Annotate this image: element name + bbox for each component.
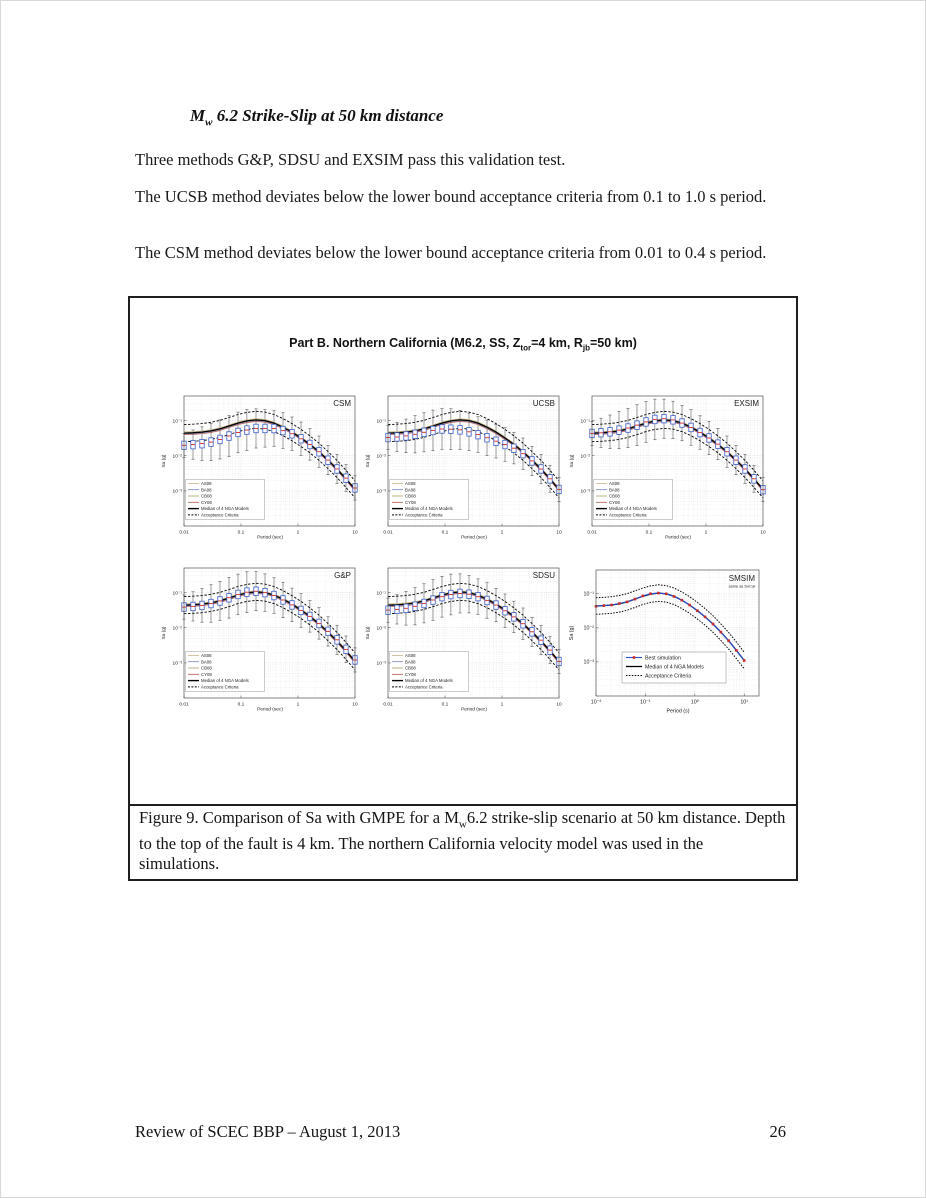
svg-text:BA08: BA08	[201, 487, 212, 493]
svg-text:AS08: AS08	[405, 481, 416, 486]
svg-text:Sa (g): Sa (g)	[366, 626, 371, 640]
svg-text:Acceptance Criteria: Acceptance Criteria	[201, 684, 239, 690]
svg-text:10⁻²: 10⁻²	[583, 625, 594, 632]
svg-text:Period (s): Period (s)	[666, 708, 690, 715]
svg-text:0.1: 0.1	[645, 530, 653, 536]
svg-text:10: 10	[556, 702, 562, 708]
svg-text:CY08: CY08	[405, 671, 416, 677]
svg-text:BA08: BA08	[405, 487, 416, 493]
svg-text:AS08: AS08	[609, 481, 620, 486]
svg-text:CB08: CB08	[405, 665, 416, 671]
svg-text:Median of 4 NGA Models: Median of 4 NGA Models	[201, 506, 249, 512]
svg-text:Acceptance Criteria: Acceptance Criteria	[405, 684, 443, 690]
svg-text:0.1: 0.1	[441, 702, 449, 708]
panel-svg	[362, 384, 566, 556]
chart-panel-csm	[158, 384, 362, 556]
svg-text:BA08: BA08	[201, 659, 212, 665]
svg-text:0.01: 0.01	[383, 702, 393, 708]
svg-text:10: 10	[352, 530, 358, 536]
figure-caption	[130, 804, 796, 879]
svg-text:10⁻¹: 10⁻¹	[580, 419, 590, 425]
svg-text:BA08: BA08	[405, 659, 416, 665]
svg-text:AS08: AS08	[201, 481, 212, 486]
svg-text:10¹: 10¹	[740, 699, 749, 706]
heading-subscript: w	[205, 116, 213, 129]
svg-text:Period (sec): Period (sec)	[665, 535, 691, 541]
svg-text:0.01: 0.01	[383, 530, 393, 536]
paragraph-pass-methods: Three methods G&P, SDSU and EXSIM pass this validation test.	[135, 150, 566, 169]
panel-svg	[362, 556, 566, 728]
figure-plot-area	[130, 298, 796, 804]
page-footer	[135, 1122, 786, 1142]
figure-title	[130, 336, 796, 353]
svg-text:SMSIM: SMSIM	[728, 574, 755, 583]
svg-text:0.1: 0.1	[237, 702, 245, 708]
svg-text:Period (sec): Period (sec)	[257, 535, 283, 541]
svg-text:10⁻²: 10⁻²	[376, 626, 386, 632]
svg-text:Median of 4 NGA Models: Median of 4 NGA Models	[645, 664, 704, 671]
svg-text:10⁻²: 10⁻²	[376, 454, 386, 460]
svg-text:10⁻²: 10⁻²	[172, 454, 182, 460]
svg-text:10⁻³: 10⁻³	[172, 489, 182, 495]
svg-text:Best simulation: Best simulation	[645, 655, 681, 662]
footer-text: Review of SCEC BBP – August 1, 2013	[135, 1122, 401, 1141]
figure-title-end: =50 km)	[589, 336, 637, 350]
svg-text:CB08: CB08	[201, 665, 212, 671]
svg-text:CB08: CB08	[201, 493, 212, 499]
chart-panel-gp	[158, 556, 362, 728]
svg-text:10⁻¹: 10⁻¹	[376, 419, 386, 425]
svg-text:10: 10	[556, 530, 562, 536]
caption-rest: 6.2 strike-slip scenario at 50 km distance. Depth to the top of the fault is 4 km. The northern California velocity model was used in the simulations.	[139, 808, 786, 874]
svg-text:Acceptance Criteria: Acceptance Criteria	[201, 512, 239, 518]
svg-text:10⁻²: 10⁻²	[580, 454, 590, 460]
svg-text:10⁻³: 10⁻³	[376, 661, 386, 667]
svg-text:10⁻¹: 10⁻¹	[172, 591, 182, 597]
figure-title-mid: =4 km, R	[531, 336, 583, 350]
svg-text:Sa (g): Sa (g)	[162, 626, 167, 640]
svg-text:10⁻³: 10⁻³	[580, 489, 590, 495]
svg-text:1: 1	[296, 530, 300, 536]
chart-panel-sdsu	[362, 556, 566, 728]
panel-svg	[566, 384, 770, 556]
svg-text:0.01: 0.01	[179, 702, 189, 708]
svg-text:10⁻¹: 10⁻¹	[640, 699, 651, 706]
panel-svg	[158, 556, 362, 728]
heading-text: M	[190, 106, 206, 125]
svg-text:UCSB: UCSB	[532, 399, 555, 408]
paragraph-csm-deviation: The CSM method deviates below the lower bound acceptance criteria from 0.01 to 0.4 s period.	[135, 243, 767, 262]
svg-text:1: 1	[500, 530, 504, 536]
page-number: 26	[769, 1122, 786, 1141]
caption-text: Figure 9. Comparison of Sa with GMPE for a M	[139, 808, 459, 827]
svg-text:Sa (g): Sa (g)	[366, 454, 371, 468]
svg-text:10⁻¹: 10⁻¹	[376, 591, 386, 597]
panel-svg	[566, 556, 770, 728]
paragraph-ucsb-deviation: The UCSB method deviates below the lower bound acceptance criteria from 0.1 to 1.0 s period.	[135, 187, 767, 206]
svg-text:Period (sec): Period (sec)	[461, 535, 487, 541]
svg-text:Median of 4 NGA Models: Median of 4 NGA Models	[609, 506, 657, 512]
svg-text:Period (sec): Period (sec)	[461, 707, 487, 713]
svg-text:1: 1	[296, 702, 300, 708]
figure-title-text: Part B. Northern California (M6.2, SS, Z	[289, 336, 521, 350]
svg-text:Sa (g): Sa (g)	[570, 454, 575, 468]
svg-text:SDSU: SDSU	[532, 571, 555, 580]
svg-text:Median of 4 NGA Models: Median of 4 NGA Models	[405, 506, 453, 512]
svg-text:AS08: AS08	[201, 653, 212, 658]
panel-svg	[158, 384, 362, 556]
svg-text:EXSIM: EXSIM	[734, 399, 759, 408]
svg-text:10⁻³: 10⁻³	[583, 659, 594, 666]
figure-9	[128, 296, 798, 881]
heading-rest: 6.2 Strike-Slip at 50 km distance	[212, 106, 444, 125]
caption-subscript: w	[458, 818, 467, 831]
svg-text:CB08: CB08	[405, 493, 416, 499]
svg-text:1: 1	[704, 530, 708, 536]
svg-text:CSM: CSM	[333, 399, 351, 408]
svg-text:10⁻¹: 10⁻¹	[172, 419, 182, 425]
figure-title-sub-jb: jb	[582, 343, 590, 353]
figure-title-sub-tor: tor	[520, 343, 532, 353]
svg-text:CB08: CB08	[609, 493, 620, 499]
svg-text:Sa (g): Sa (g)	[569, 625, 575, 641]
svg-text:AS08: AS08	[405, 653, 416, 658]
svg-text:10⁰: 10⁰	[690, 699, 699, 706]
section-heading	[190, 106, 443, 128]
svg-text:CY08: CY08	[609, 499, 620, 505]
svg-text:0.1: 0.1	[441, 530, 449, 536]
svg-text:CY08: CY08	[201, 671, 212, 677]
svg-text:Median of 4 NGA Models: Median of 4 NGA Models	[405, 678, 453, 684]
svg-text:10⁻³: 10⁻³	[172, 661, 182, 667]
svg-text:0.01: 0.01	[587, 530, 597, 536]
chart-panel-smsim	[566, 556, 770, 728]
plots-grid	[158, 384, 770, 728]
svg-text:0.1: 0.1	[237, 530, 245, 536]
svg-text:Acceptance Criteria: Acceptance Criteria	[645, 673, 692, 680]
svg-text:Acceptance Criteria: Acceptance Criteria	[609, 512, 647, 518]
svg-text:10⁻²: 10⁻²	[590, 699, 602, 706]
svg-text:10: 10	[760, 530, 766, 536]
svg-text:Median of 4 NGA Models: Median of 4 NGA Models	[201, 678, 249, 684]
svg-text:G&P: G&P	[334, 571, 351, 580]
svg-text:Acceptance Criteria: Acceptance Criteria	[405, 512, 443, 518]
svg-text:10⁻³: 10⁻³	[376, 489, 386, 495]
svg-text:10⁻²: 10⁻²	[172, 626, 182, 632]
svg-text:1: 1	[500, 702, 504, 708]
svg-text:BA08: BA08	[609, 487, 620, 493]
svg-text:10: 10	[352, 702, 358, 708]
svg-text:CY08: CY08	[201, 499, 212, 505]
svg-text:Sa (g): Sa (g)	[162, 454, 167, 468]
chart-panel-ucsb	[362, 384, 566, 556]
svg-text:0.01: 0.01	[179, 530, 189, 536]
svg-text:Period (sec): Period (sec)	[257, 707, 283, 713]
svg-text:CY08: CY08	[405, 499, 416, 505]
svg-text:10⁻¹: 10⁻¹	[583, 591, 594, 598]
svg-text:same as SoCal: same as SoCal	[728, 583, 755, 589]
chart-panel-exsim	[566, 384, 770, 556]
